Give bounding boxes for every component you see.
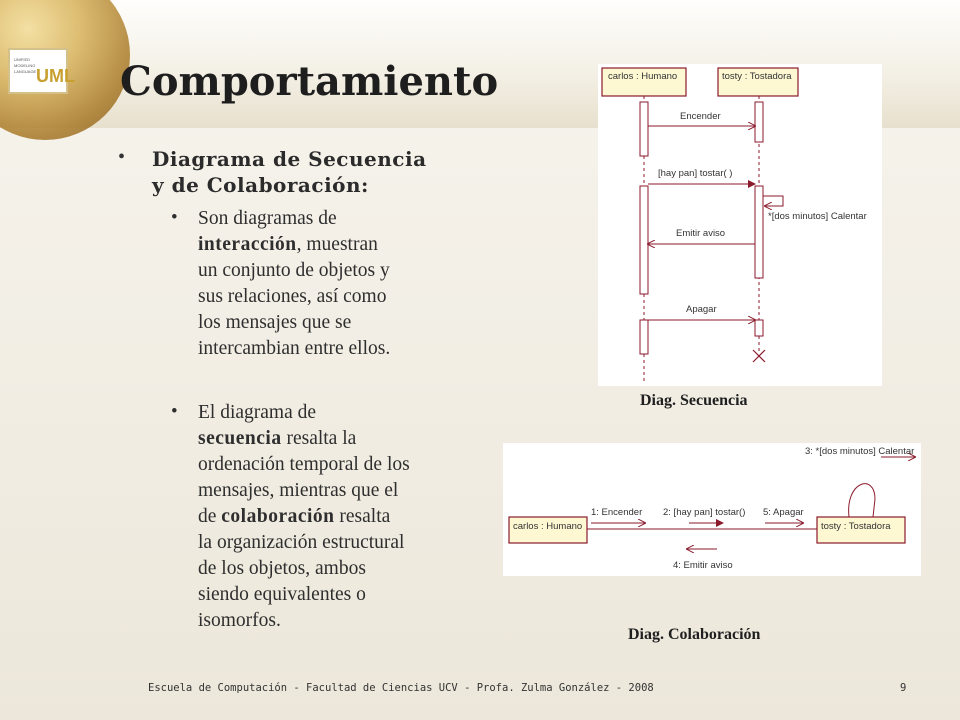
- page-title: Comportamiento: [120, 58, 499, 105]
- seq-object-tosty-label: tosty : Tostadora: [722, 71, 792, 82]
- sub2-line-2-rest: resalta la: [281, 428, 357, 449]
- seq-activation: [755, 102, 763, 142]
- sub2-bold-1: secuencia: [198, 428, 282, 449]
- sub2-line-7: de los objetos, ambos: [198, 558, 366, 579]
- bullet-main-line-2: y de Colaboración:: [152, 173, 369, 197]
- sub1-line-5: los mensajes que se: [198, 312, 352, 333]
- sub1-line-1: Son diagramas de: [198, 208, 337, 229]
- sub-bullet-2: [171, 400, 508, 634]
- seq-self-message-arrow: [763, 196, 783, 206]
- seq-message-encender: Encender: [680, 111, 721, 122]
- bullet-main-text: [152, 146, 427, 198]
- sub2-line-3: ordenación temporal de los: [198, 454, 410, 475]
- uml-logo-graphic: [10, 50, 75, 92]
- seq-message-tostar: [hay pan] tostar( ): [658, 168, 733, 179]
- sub2-line-5: [198, 504, 508, 530]
- col-message-emitir: 4: Emitir aviso: [673, 560, 733, 571]
- seq-message-calentar: *[dos minutos] Calentar: [768, 211, 867, 222]
- footer-text: Escuela de Computación - Facultad de Ciencias UCV - Profa. Zulma González - 2008: [148, 682, 654, 694]
- sub1-bold: interacción: [198, 234, 297, 255]
- uml-logo: [8, 48, 75, 94]
- sub2-line-8: siendo equivalentes o: [198, 584, 366, 605]
- col-message-apagar: 5: Apagar: [763, 507, 804, 518]
- col-object-carlos-label: carlos : Humano: [513, 521, 583, 532]
- col-object-tosty-label: tosty : Tostadora: [821, 521, 891, 532]
- sub2-line-5-pre: de: [198, 506, 222, 527]
- collaboration-diagram-svg: [503, 443, 921, 576]
- sub1-line-6: intercambian entre ellos.: [198, 338, 391, 359]
- sub-bullet-1: [171, 206, 498, 362]
- bullet-dot: •: [118, 146, 126, 168]
- seq-activation: [640, 102, 648, 156]
- caption-collaboration: Diag. Colaboración: [628, 626, 761, 643]
- sub2-line-2: [198, 426, 508, 452]
- logo-line-1: UNIFIED: [14, 57, 30, 62]
- col-self-link: [849, 484, 875, 517]
- seq-activation: [640, 186, 648, 294]
- seq-activation: [640, 320, 648, 354]
- seq-activation: [755, 320, 763, 336]
- collaboration-diagram: [503, 443, 921, 576]
- page-number: 9: [900, 682, 907, 694]
- col-message-calentar: 3: *[dos minutos] Calentar: [805, 446, 915, 457]
- sub2-line-4: mensajes, mientras que el: [198, 480, 399, 501]
- sub2-bold-2: colaboración: [221, 506, 335, 527]
- seq-object-carlos-label: carlos : Humano: [608, 71, 678, 82]
- bullet-main-line-1: Diagrama de Secuencia: [152, 147, 427, 171]
- col-message-encender: 1: Encender: [591, 507, 643, 518]
- sub2-line-9: isomorfos.: [198, 610, 281, 631]
- seq-message-apagar: Apagar: [686, 304, 717, 315]
- sequence-diagram-svg: [598, 64, 882, 386]
- caption-sequence: Diag. Secuencia: [640, 392, 748, 409]
- sequence-diagram: [598, 64, 882, 386]
- sub2-line-5-rest: resalta: [334, 506, 391, 527]
- sub1-line-2-rest: , muestran: [296, 234, 378, 255]
- logo-line-3: LANGUAGE: [14, 69, 37, 74]
- sub1-line-2: [198, 232, 498, 258]
- seq-activation: [755, 186, 763, 278]
- sub2-line-6: la organización estructural: [198, 532, 405, 553]
- sub1-line-4: sus relaciones, así como: [198, 286, 387, 307]
- bullet-dot: •: [171, 207, 178, 228]
- logo-mark: UML: [36, 66, 75, 86]
- col-message-tostar: 2: [hay pan] tostar(): [663, 507, 746, 518]
- sub1-line-3: un conjunto de objetos y: [198, 260, 390, 281]
- sub2-line-1: El diagrama de: [198, 402, 317, 423]
- bullet-dot: •: [171, 401, 178, 422]
- seq-message-emitir: Emitir aviso: [676, 228, 726, 239]
- logo-line-2: MODELING: [14, 63, 36, 68]
